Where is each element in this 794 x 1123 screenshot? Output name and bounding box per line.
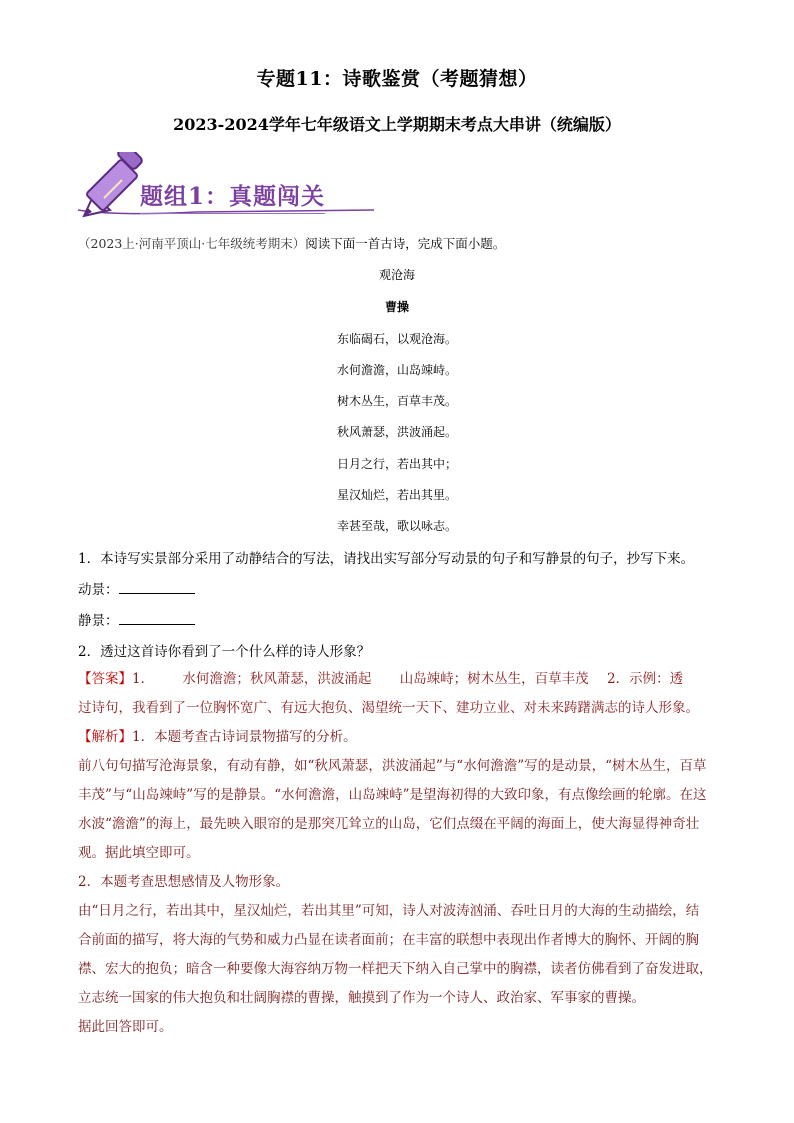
section-title: 题组1：真题闯关 — [140, 178, 325, 214]
question-2: 2．透过这首诗你看到了一个什么样的诗人形象？ — [78, 644, 371, 660]
analysis-line: 前八句句描写沧海景象，有动有静，如“秋风萧瑟，洪波涌起”与“水何澹澹”写的是动景，“树木丛生，百草 — [78, 758, 707, 774]
analysis-line: 合前面的描写，将大海的气势和威力凸显在读者面前；在丰富的联想中表现出作者博大的胸怀、开阔的胸 — [78, 932, 699, 948]
analysis-line: 襟、宏大的抱负；暗含一种要像大海容纳万物一样把天下纳入自己掌中的胸襟，读者仿佛看到了奋发进取， — [78, 961, 713, 977]
source-ref: （2023上·河南平顶山·七年级统考期末） — [78, 236, 306, 251]
poem-line: 秋风萧瑟，洪波涌起。 — [336, 425, 457, 439]
poem-line: 日月之行，若出其中； — [336, 457, 457, 471]
analysis-tag: 【解析】 — [78, 729, 132, 745]
answer-2-cont: 过诗句，我看到了一位胸怀宽广、有远大抱负、渴望统一天下、建功立业、对未来踌躇满志的诗人形象。 — [78, 700, 699, 716]
poem-line: 东临碣石，以观沧海。 — [336, 332, 457, 346]
analysis-line: 由“日月之行，若出其中，星汉灿烂，若出其里”可知，诗人对波涛汹涌、吞吐日月的大海的生动描绘，结 — [78, 903, 700, 919]
poem-line: 水何澹澹，山岛竦峙。 — [336, 363, 457, 377]
analysis-line: 水波“澹澹”的海上，最先映入眼帘的是那突兀耸立的山岛，它们点缀在平阔的海面上，使大海显得神奇壮 — [78, 816, 700, 832]
static-answer-field — [78, 609, 195, 629]
answer-1-static: 山岛竦峙；树木丛生，百草丰茂 — [399, 671, 589, 687]
answer-1-dynamic: 水何澹澹；秋风萧瑟，洪波涌起 — [182, 671, 372, 687]
answer-2-start: 2．示例：透 — [606, 671, 684, 687]
answer-block — [78, 665, 718, 1042]
answer-1-num: 1． — [132, 671, 155, 687]
analysis-line: 丰茂”与“山岛竦峙”写的是静景。“水何澹澹，山岛竦峙”是望海初得的大致印象，有点像绘画的轮廓。在这 — [78, 787, 707, 803]
question-1: 1．本诗写实景部分采用了动静结合的写法，请找出实写部分写动景的句子和写静景的句子，抄写下来。 — [78, 551, 695, 567]
answer-tag: 【答案】 — [78, 671, 132, 687]
analysis-line: 立志统一国家的伟大抱负和壮阔胸襟的曹操，触摸到了作为一个诗人、政治家、军事家的曹操。 — [78, 990, 645, 1006]
source-instruction: 阅读下面一首古诗，完成下面小题。 — [305, 236, 506, 251]
poem-line: 树木丛生，百草丰茂。 — [336, 394, 457, 408]
poem-title: 观沧海 — [378, 268, 415, 282]
analysis-line: 观。据此填空即可。 — [78, 845, 200, 861]
dynamic-blank[interactable] — [119, 581, 195, 594]
static-label: 静景： — [78, 613, 119, 629]
dynamic-label: 动景： — [78, 582, 119, 598]
analysis-line: 据此回答即可。 — [78, 1019, 173, 1035]
poem-author: 曹操 — [384, 300, 409, 314]
static-blank[interactable] — [119, 612, 195, 625]
page-subtitle: 2023-2024学年七年级语文上学期期末考点大串讲（统编版） — [173, 115, 621, 134]
page-title: 专题11：诗歌鉴赏（考题猜想） — [256, 68, 538, 90]
poem-line: 星汉灿烂，若出其里。 — [336, 488, 457, 502]
question-source — [78, 234, 505, 252]
poem-line: 幸甚至哉，歌以咏志。 — [336, 519, 457, 533]
analysis-1-head: 1．本题考查古诗词景物描写的分析。 — [132, 729, 357, 745]
dynamic-answer-field — [78, 578, 195, 598]
analysis-2-head: 2．本题考查思想感情及人物形象。 — [78, 874, 290, 890]
